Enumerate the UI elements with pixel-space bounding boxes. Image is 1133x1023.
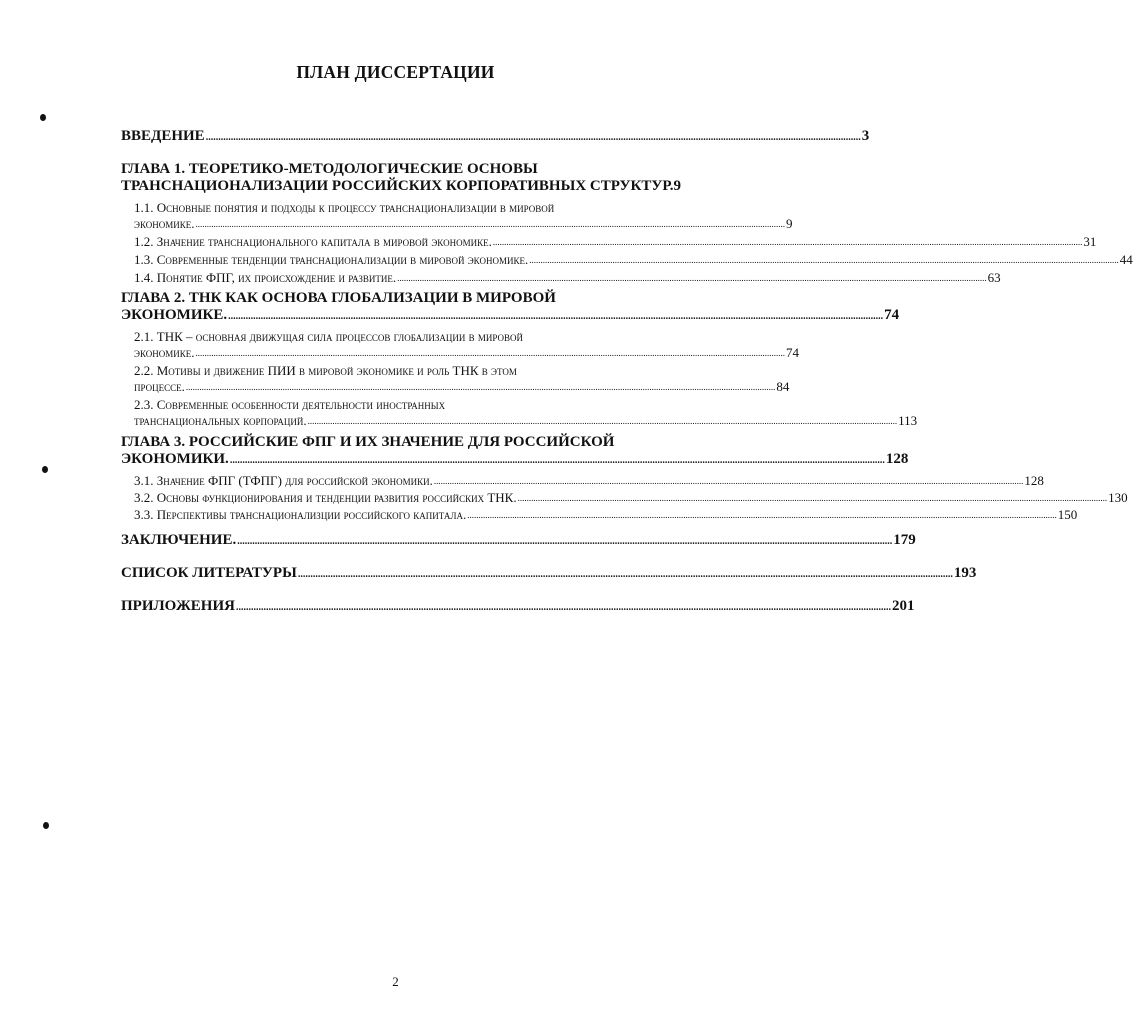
dot-leader: ...................................................................................................................................................................................................................................................................... <box>235 602 891 613</box>
toc-sub-row <box>134 379 790 395</box>
toc-sub-entry[interactable] <box>134 397 918 429</box>
toc-sub-entry[interactable] <box>134 490 1128 506</box>
toc-entry-label: ЗАКЛЮЧЕНИЕ. <box>121 532 237 548</box>
toc-chapter-1 <box>121 161 1133 286</box>
toc-entry-label: ЭКОНОМИКЕ. <box>121 307 228 323</box>
toc-sub-title: 2.1. ТНК – основная движущая сила процессов глобализации в мировой <box>134 329 524 344</box>
toc-sub-entry[interactable] <box>134 329 799 361</box>
toc-sub-title: 1.1. Основные понятия и подходы к процессу транснационализации в мировой <box>134 200 555 215</box>
page-number: 2 <box>392 974 399 989</box>
dot-leader: ...................................................................................................................................................................................................................................................................... <box>529 255 1119 265</box>
toc-page-number: 3 <box>861 128 870 144</box>
scan-mark <box>40 114 46 121</box>
chapter-heading[interactable]: ГЛАВА 2. ТНК КАК ОСНОВА ГЛОБАЛИЗАЦИИ В МИРОВОЙ <box>121 290 556 306</box>
toc-page-number: 74 <box>884 307 900 323</box>
toc-sub-title: 2.2. Мотивы и движение ПИИ в мировой экономике и роль ТНК в этом <box>134 363 517 378</box>
toc-sub-title: 2.3. Современные особенности деятельности иностранных <box>134 397 446 412</box>
dot-leader: ...................................................................................................................................................................................................................................................................... <box>397 273 987 283</box>
dot-leader: ...................................................................................................................................................................................................................................................................... <box>195 219 785 229</box>
toc-page-number: 44 <box>1119 252 1133 267</box>
toc-page-number: 113 <box>898 413 918 428</box>
dot-leader: ...................................................................................................................................................................................................................................................................... <box>467 510 1057 520</box>
toc-page-number: 128 <box>885 451 909 467</box>
toc-entry-intro[interactable] <box>121 128 870 145</box>
toc-sub-entry[interactable] <box>134 507 1078 523</box>
toc-entry-appendices[interactable] <box>121 598 915 615</box>
toc-page-number: 84 <box>776 379 790 394</box>
scan-mark <box>43 822 49 829</box>
chapter-heading-line2[interactable]: ТРАНСНАЦИОНАЛИЗАЦИИ РОССИЙСКИХ КОРПОРАТИВНЫХ СТРУКТУР.9 <box>121 178 681 194</box>
toc-chapter-3 <box>121 434 1128 523</box>
toc-page-number: 128 <box>1024 473 1044 488</box>
chapter-heading-line2[interactable] <box>121 307 900 324</box>
dot-leader: ...................................................................................................................................................................................................................................................................... <box>492 237 1083 247</box>
toc-entry-label: СПИСОК ЛИТЕРАТУРЫ <box>121 565 297 581</box>
toc-sub-entry[interactable] <box>134 363 790 395</box>
toc-sub-title: 1.2. Значение транснационального капитала в мировой экономике. <box>134 234 492 249</box>
toc-page-number: 74 <box>785 345 799 360</box>
toc-sub-title-cont: экономике. <box>134 216 195 231</box>
toc-sub-entry[interactable] <box>134 252 1133 268</box>
toc-sub-title: 3.1. Значение ФПГ (ТФПГ) для российской экономики. <box>134 473 433 488</box>
toc-sub-entry[interactable] <box>134 473 1044 489</box>
table-of-contents <box>121 122 1133 615</box>
toc-sub-title-cont: экономике. <box>134 345 195 360</box>
dot-leader: ...................................................................................................................................................................................................................................................................... <box>297 569 953 580</box>
chapter-heading-line2[interactable] <box>121 451 909 468</box>
toc-chapter-2 <box>121 290 918 429</box>
toc-sub-entry[interactable] <box>134 200 793 232</box>
toc-page-number: 130 <box>1108 490 1128 505</box>
dot-leader: ...................................................................................................................................................................................................................................................................... <box>185 382 776 392</box>
toc-sub-title: 1.4. Понятие ФПГ, их происхождение и развитие. <box>134 270 397 285</box>
toc-sub-list <box>134 473 1128 523</box>
toc-sub-title: 1.3. Современные тенденции транснационализации в мировой экономике. <box>134 252 529 267</box>
toc-page-number: 201 <box>891 598 915 614</box>
toc-page-number: 31 <box>1083 234 1097 249</box>
toc-page-number: 179 <box>893 532 916 548</box>
toc-page-number: 9 <box>785 216 793 231</box>
toc-sub-title: 3.3. Перспективы транснационализции российского капитала. <box>134 507 467 522</box>
dot-leader: ...................................................................................................................................................................................................................................................................... <box>195 348 785 358</box>
toc-sub-row <box>134 216 793 232</box>
toc-sub-title-cont: процессе. <box>134 379 185 394</box>
toc-sub-row <box>134 345 799 361</box>
toc-entry-label: ПРИЛОЖЕНИЯ <box>121 598 235 614</box>
toc-entry-conclusion[interactable] <box>121 532 916 549</box>
chapter-heading[interactable]: ГЛАВА 1. ТЕОРЕТИКО-МЕТОДОЛОГИЧЕСКИЕ ОСНОВЫ <box>121 161 538 177</box>
dot-leader: ...................................................................................................................................................................................................................................................................... <box>517 493 1108 503</box>
dot-leader: ...................................................................................................................................................................................................................................................................... <box>205 132 861 143</box>
toc-entry-label: ЭКОНОМИКИ. <box>121 451 229 467</box>
toc-sub-list <box>134 329 918 429</box>
toc-entry-label: ВВЕДЕНИЕ <box>121 128 205 144</box>
toc-sub-entry[interactable] <box>134 270 1001 286</box>
dot-leader: ...................................................................................................................................................................................................................................................................... <box>229 455 885 466</box>
toc-sub-title-cont: транснациональных корпораций. <box>134 413 307 428</box>
toc-sub-row <box>134 413 918 429</box>
dot-leader: ...................................................................................................................................................................................................................................................................... <box>237 536 893 547</box>
toc-page-number: 63 <box>987 270 1001 285</box>
toc-page-number: 150 <box>1057 507 1078 522</box>
dot-leader: ...................................................................................................................................................................................................................................................................... <box>228 311 884 322</box>
toc-sub-list <box>134 200 1133 286</box>
document-title: ПЛАН ДИССЕРТАЦИИ <box>296 62 495 82</box>
toc-sub-entry[interactable] <box>134 234 1097 250</box>
chapter-heading[interactable]: ГЛАВА 3. РОССИЙСКИЕ ФПГ И ИХ ЗНАЧЕНИЕ ДЛЯ РОССИЙСКОЙ <box>121 434 615 450</box>
scan-mark <box>42 466 48 473</box>
dot-leader: ...................................................................................................................................................................................................................................................................... <box>433 476 1024 486</box>
toc-entry-references[interactable] <box>121 565 977 582</box>
toc-sub-title: 3.2. Основы функционирования и тенденции развития российских ТНК. <box>134 490 517 505</box>
toc-page-number: 193 <box>953 565 977 581</box>
dot-leader: ...................................................................................................................................................................................................................................................................... <box>307 416 898 426</box>
